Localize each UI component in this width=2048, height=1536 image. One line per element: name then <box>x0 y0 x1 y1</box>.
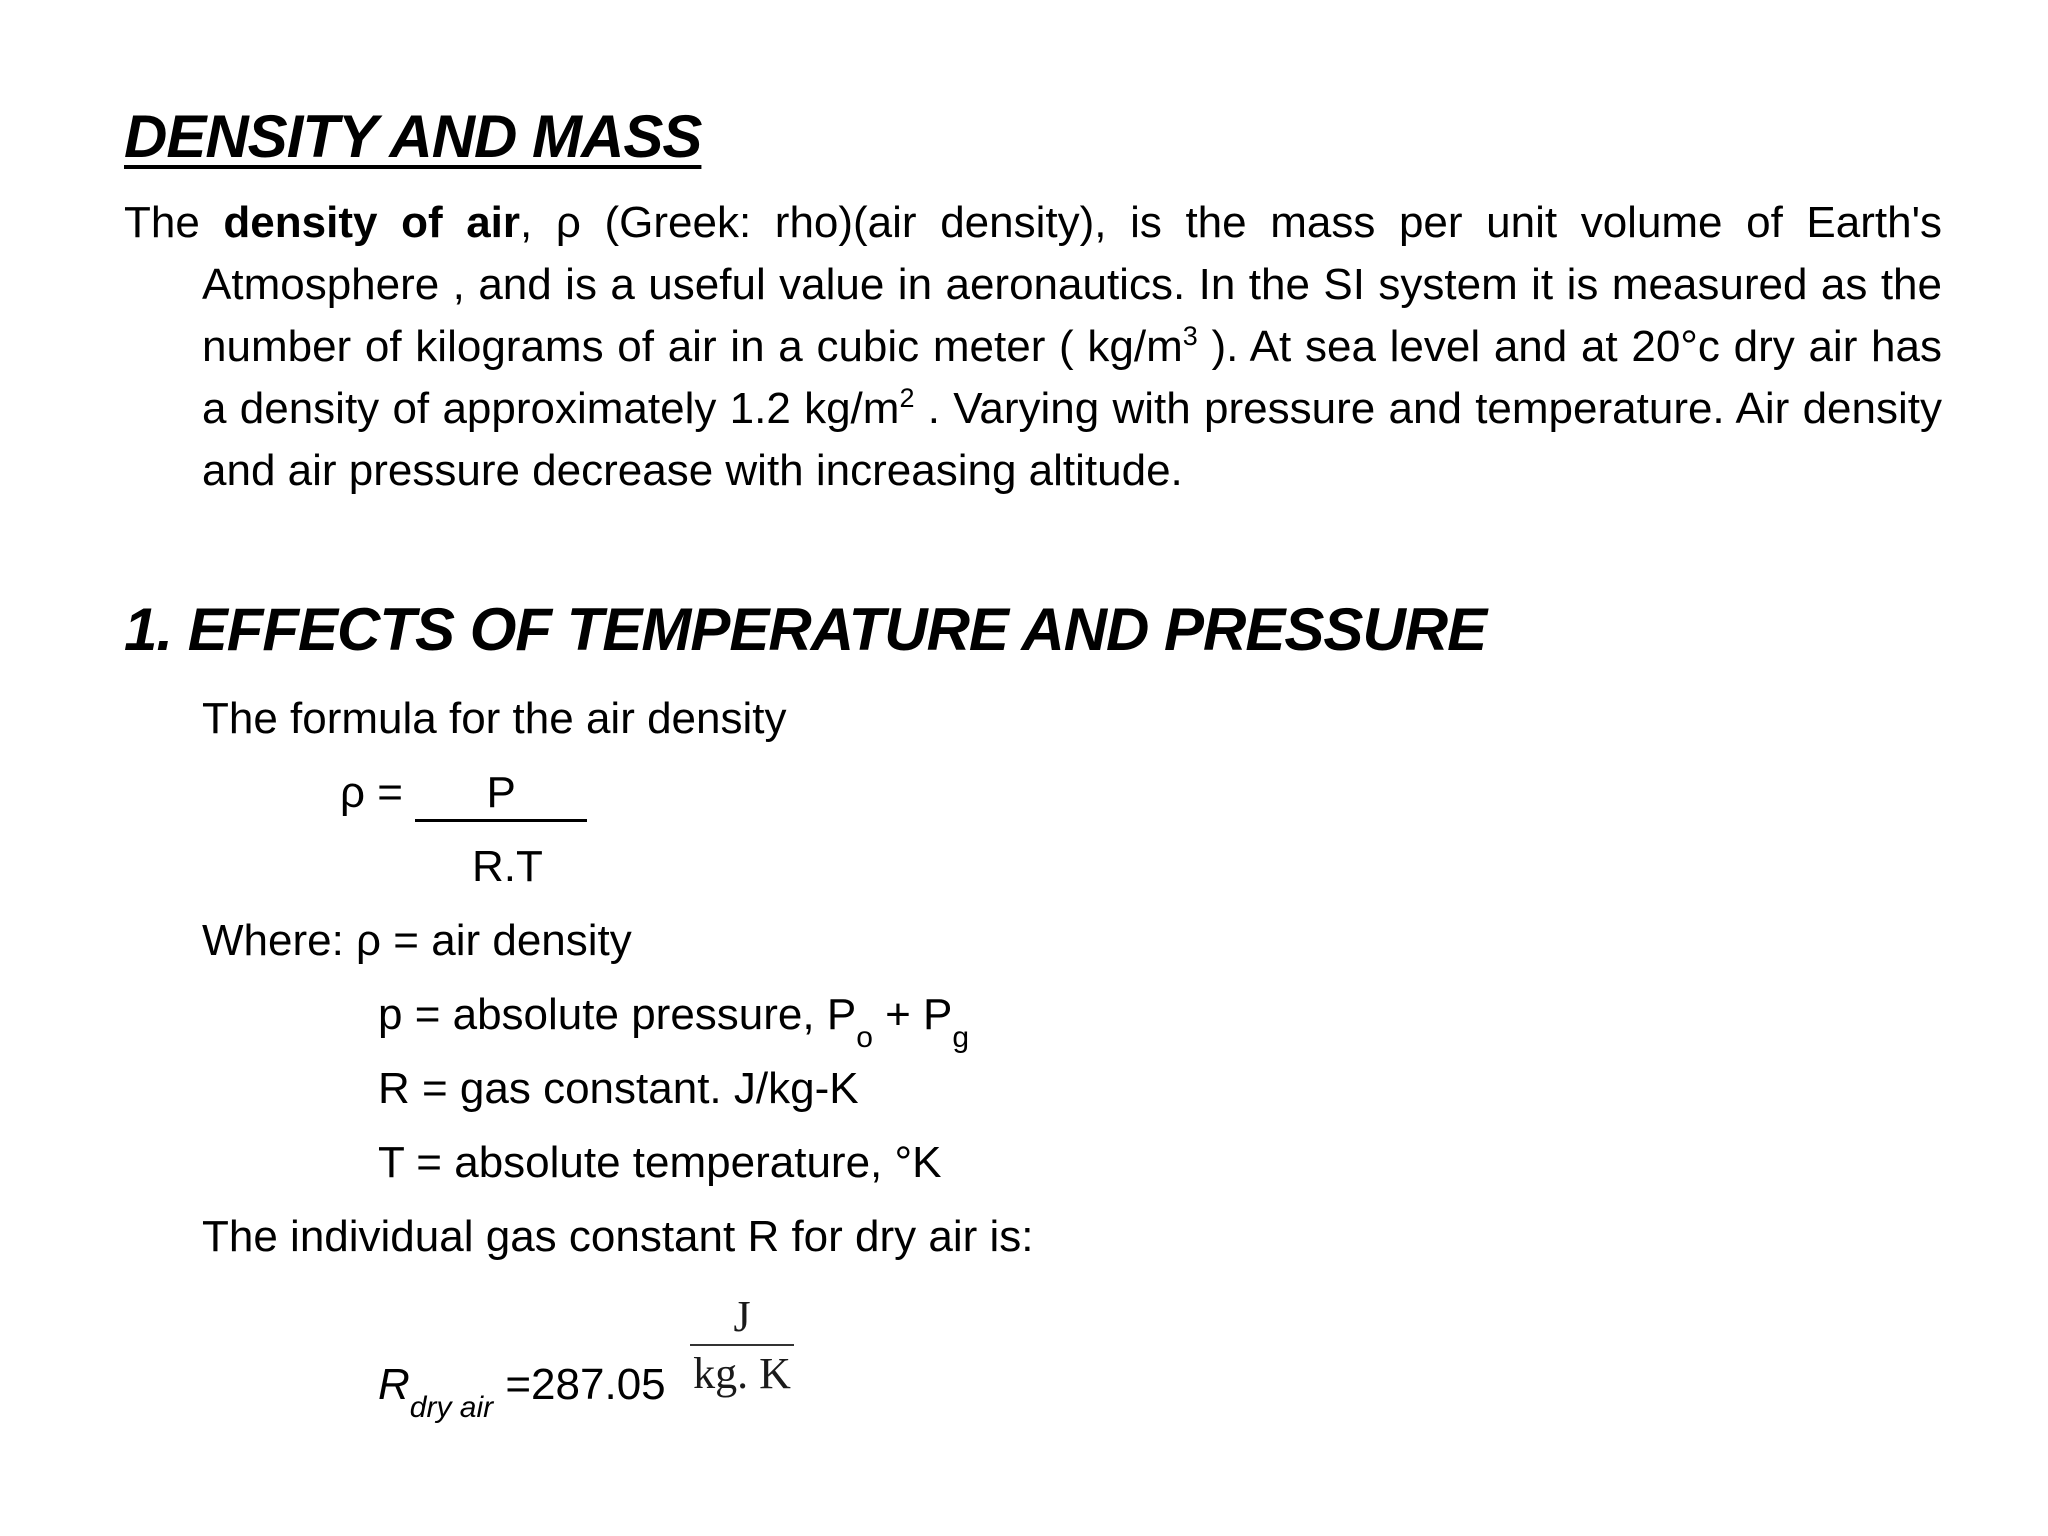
r-symbol: R <box>378 1360 410 1409</box>
where-rho-line <box>202 916 632 966</box>
where-p-plus: + P <box>872 990 953 1039</box>
formula-numerator: P <box>415 771 587 822</box>
intro-text-2: ). At sea level and at 20°c dry air has a density of approximately 1.2 kg/m <box>202 322 1942 433</box>
formula-intro: The formula for the air density <box>202 694 787 743</box>
intro-lead: The <box>124 198 224 247</box>
page-title: DENSITY AND MASS <box>124 103 702 170</box>
r-value: =287.05 <box>493 1360 666 1409</box>
intro-text-3: . Varying with pressure and temperature. Air density and air pressure decrease with increasing altitude. <box>202 384 1942 495</box>
where-label: Where: <box>202 916 357 965</box>
where-p-subscript-g: g <box>952 1021 970 1054</box>
where-p-subscript-o: o <box>856 1021 873 1054</box>
unit-denominator: kg. K <box>693 1349 791 1398</box>
where-rho: ρ = air density <box>356 916 632 965</box>
fraction-bar <box>690 1344 794 1346</box>
density-formula <box>340 768 587 822</box>
formula-denominator: R.T <box>472 842 543 891</box>
unit-numerator: J <box>733 1292 751 1341</box>
intro-bold-term: density of air <box>223 198 521 247</box>
formula-lhs: ρ = <box>340 768 416 817</box>
where-p-line <box>378 990 970 1054</box>
intro-text-1: , ρ (Greek: rho)(air density), is the mass per unit volume of Earth's Atmosphere , and is a useful value in aeronautics. In the SI system it is measured as the number of kilograms of air in a cubic meter ( kg/m <box>202 198 1943 371</box>
where-r-line: R = gas constant. J/kg-K <box>378 1064 859 1113</box>
gas-constant-equation <box>378 1360 666 1424</box>
intro-superscript-1: 3 <box>1182 321 1198 351</box>
unit-fraction <box>690 1290 794 1398</box>
where-p-text: p = absolute pressure, P <box>378 990 857 1039</box>
r-subscript: dry air <box>409 1391 494 1424</box>
intro-paragraph <box>124 192 1942 502</box>
intro-superscript-2: 2 <box>899 383 915 413</box>
where-t-line: T = absolute temperature, °K <box>378 1138 942 1187</box>
gas-constant-intro: The individual gas constant R for dry air is: <box>202 1212 1034 1261</box>
section-heading: 1. EFFECTS OF TEMPERATURE AND PRESSURE <box>124 596 1487 663</box>
